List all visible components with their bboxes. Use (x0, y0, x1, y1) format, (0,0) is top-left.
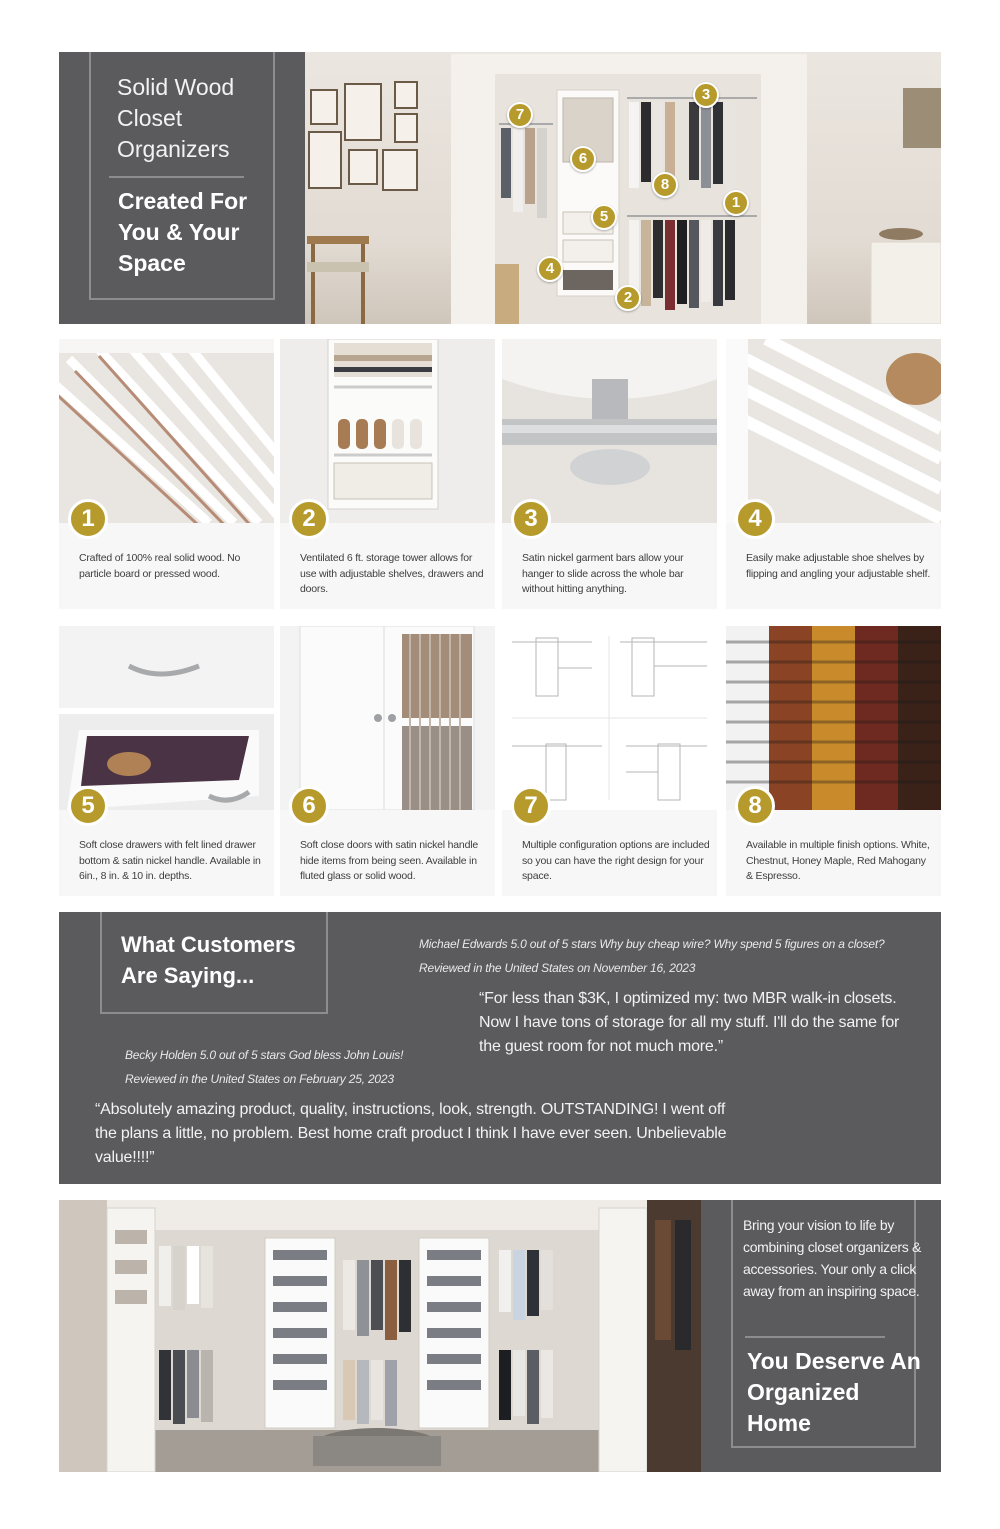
feature-card-6 (280, 626, 495, 896)
drawer-photo (59, 626, 274, 810)
solid-wood-photo (59, 339, 274, 523)
closet-illustration (305, 52, 941, 324)
feature-number-8: 8 (735, 786, 775, 826)
reviews-section (59, 912, 941, 1184)
hero-divider (109, 176, 244, 178)
configuration-diagram (502, 626, 717, 810)
feature-text-2: Ventilated 6 ft. storage tower allows for use with adjustable shelves, drawers and doors. (300, 552, 484, 595)
hero-badge-6: 6 (570, 146, 596, 172)
hero-badge-1: 1 (723, 190, 749, 216)
feature-card-5 (59, 626, 274, 896)
feature-card-3 (502, 339, 717, 609)
closing-text-panel (701, 1200, 941, 1472)
feature-text-3: Satin nickel garment bars allow your hanger to slide across the whole bar without hitting anything. (522, 552, 684, 595)
closet-door-photo (280, 626, 495, 810)
closing-divider (745, 1336, 885, 1338)
feature-number-4: 4 (735, 499, 775, 539)
hero-badge-7: 7 (507, 102, 533, 128)
feature-number-5: 5 (68, 786, 108, 826)
review-1-quote: “For less than $3K, I optimized my: two MBR walk-in closets. Now I have tons of storage for all my stuff. I'll do the same for the guest room for not much more.” (479, 990, 900, 1055)
feature-card-2 (280, 339, 495, 609)
storage-tower-photo (280, 339, 495, 523)
review-1-meta: Michael Edwards 5.0 out of 5 stars Why buy cheap wire? Why spend 5 figures on a closet? (419, 937, 885, 951)
closing-title: You Deserve An Organized Home (747, 1348, 921, 1436)
closing-banner (59, 1200, 941, 1472)
feature-number-1: 1 (68, 499, 108, 539)
review-2-date: Reviewed in the United States on February 25, 2023 (125, 1072, 394, 1086)
feature-card-7 (502, 626, 717, 896)
hero-badge-8: 8 (652, 172, 678, 198)
reviews-title: What Customers Are Saying... (121, 932, 296, 988)
hero-closet-photo (305, 52, 941, 324)
review-2-meta: Becky Holden 5.0 out of 5 stars God bless John Louis! (125, 1048, 404, 1062)
feature-number-7: 7 (511, 786, 551, 826)
walk-in-closet-photo (59, 1200, 701, 1472)
feature-card-4 (726, 339, 941, 609)
hero-text-panel (59, 52, 305, 324)
feature-number-6: 6 (289, 786, 329, 826)
feature-text-4: Easily make adjustable shoe shelves by flipping and angling your adjustable shelf. (746, 552, 931, 580)
feature-text-6: Soft close doors with satin nickel handle hide items from being seen. Available in fluted glass or solid wood. (300, 839, 478, 882)
hero-subtitle: Solid Wood Closet Organizers (117, 74, 235, 162)
feature-number-2: 2 (289, 499, 329, 539)
garment-bar-photo (502, 339, 717, 523)
feature-card-8 (726, 626, 941, 896)
feature-text-8: Available in multiple finish options. White, Chestnut, Honey Maple, Red Mahogany & Espresso. (746, 839, 930, 882)
feature-number-3: 3 (511, 499, 551, 539)
closing-text: Bring your vision to life by combining closet organizers & accessories. Your only a click away from an inspiring space. (743, 1217, 922, 1299)
review-1-date: Reviewed in the United States on November 16, 2023 (419, 961, 696, 975)
hero-badge-4: 4 (537, 256, 563, 282)
feature-text-5: Soft close drawers with felt lined drawer bottom & satin nickel handle. Available in 6in., 8 in. & 10 in. depths. (79, 839, 261, 882)
hero-badge-2: 2 (615, 285, 641, 311)
review-2-quote: “Absolutely amazing product, quality, instructions, look, strength. OUTSTANDING! I went off the plans a little, no problem. Best home craft product I think I have ever seen. Unbelievable value!!!!” (95, 1101, 727, 1166)
feature-text-7: Multiple configuration options are included so you can have the right design for your space. (522, 839, 710, 882)
hero-badge-3: 3 (693, 82, 719, 108)
feature-card-1 (59, 339, 274, 609)
hero-title: Created For You & Your Space (118, 188, 248, 276)
hero-banner (59, 52, 941, 324)
shoe-shelf-photo (726, 339, 941, 523)
feature-text-1: Crafted of 100% real solid wood. No particle board or pressed wood. (79, 552, 241, 580)
finish-options-photo (726, 626, 941, 810)
hero-badge-5: 5 (591, 204, 617, 230)
